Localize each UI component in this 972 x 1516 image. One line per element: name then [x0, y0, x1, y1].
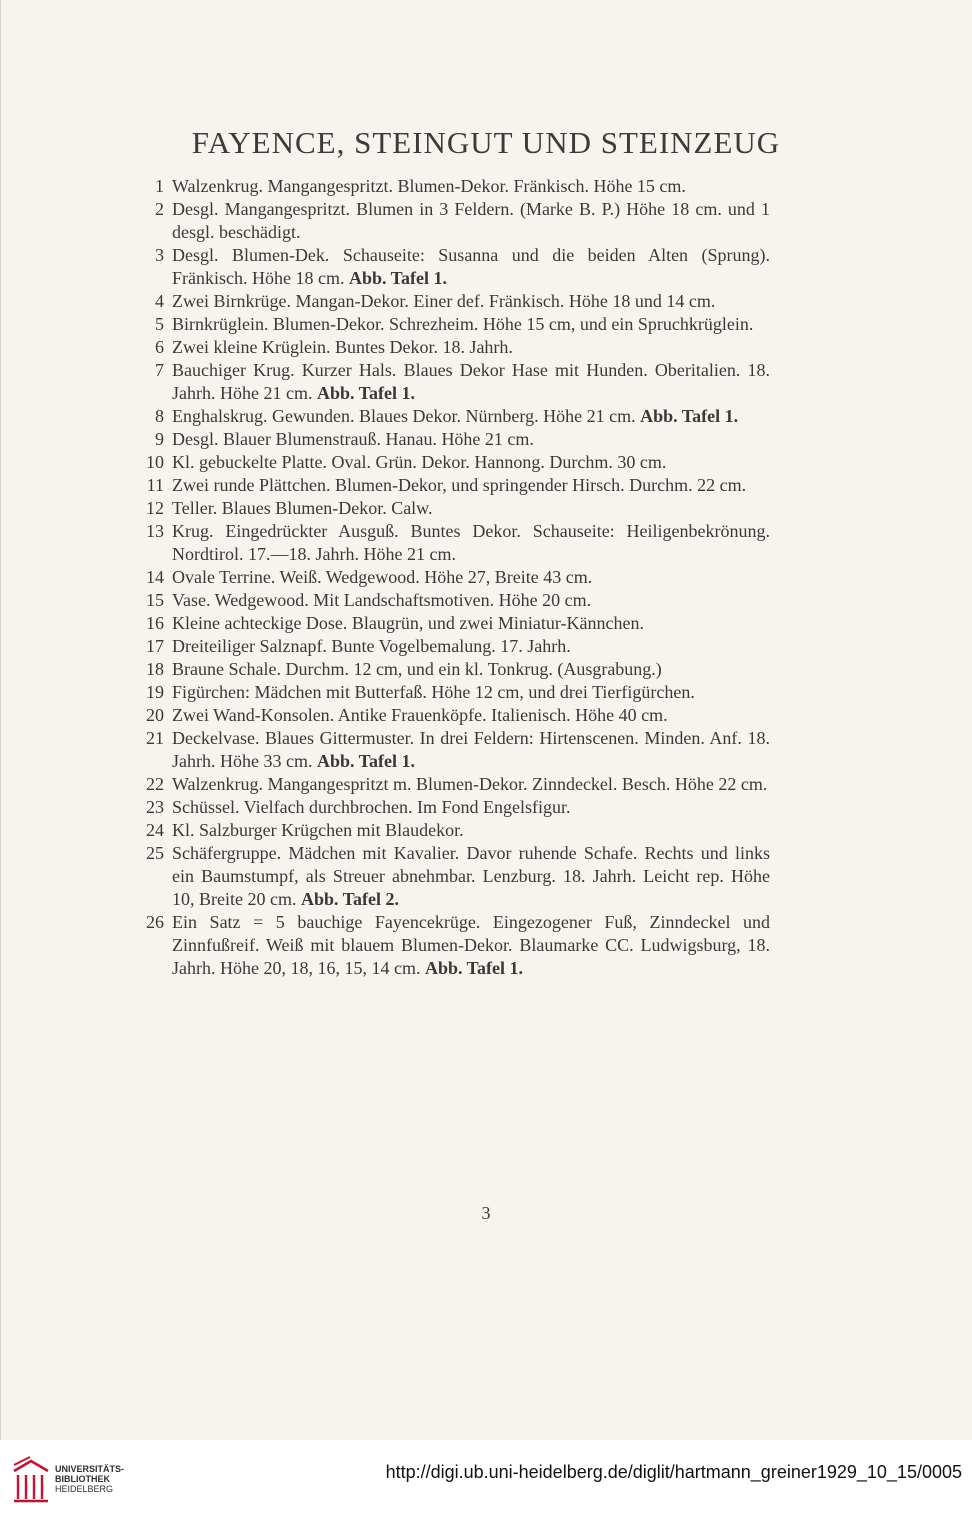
catalog-entry: [130, 175, 770, 198]
entry-number: 15: [146, 590, 164, 610]
catalog-entry: [130, 842, 770, 911]
catalog-entry: [130, 244, 770, 290]
figure-reference: Abb. Tafel 1.: [316, 751, 416, 771]
source-url-link[interactable]: http://digi.ub.uni-heidelberg.de/diglit/hartmann_greiner1929_10_15/0005: [385, 1462, 962, 1482]
entry-text: Walzenkrug. Mangangespritzt m. Blumen-Dekor. Zinndeckel. Besch. Höhe 22 cm.: [172, 774, 768, 794]
entry-number: 13: [146, 521, 164, 541]
entry-number: 26: [146, 912, 164, 932]
entry-number: 21: [146, 728, 164, 748]
entry-text: Kl. gebuckelte Platte. Oval. Grün. Dekor. Hannong. Durchm. 30 cm.: [172, 452, 667, 472]
entry-number: 12: [146, 498, 164, 518]
figure-reference: Abb. Tafel 2.: [300, 889, 400, 909]
catalog-entry: [130, 405, 770, 428]
entry-number: 16: [146, 613, 164, 633]
catalog-entry: [130, 727, 770, 773]
entry-number: 24: [146, 820, 164, 840]
entry-text: Walzenkrug. Mangangespritzt. Blumen-Dekor. Fränkisch. Höhe 15 cm.: [172, 176, 686, 196]
entry-number: 10: [146, 452, 164, 472]
figure-reference: Abb. Tafel 1.: [316, 383, 416, 403]
library-name: [55, 1464, 124, 1494]
catalog-entry: [130, 451, 770, 474]
entry-text: Figürchen: Mädchen mit Butterfaß. Höhe 12 cm, und drei Tierfigürchen.: [172, 682, 695, 702]
entry-text: Zwei kleine Krüglein. Buntes Dekor. 18. Jahrh.: [172, 337, 513, 357]
entry-number: 25: [146, 843, 164, 863]
entry-text: Kleine achteckige Dose. Blaugrün, und zwei Miniatur-Kännchen.: [172, 613, 644, 633]
library-name-line-1: UNIVERSITÄTS-: [55, 1464, 125, 1474]
entry-text: Ein Satz = 5 bauchige Fayencekrüge. Eingezogener Fuß, Zinndeckel und Zinnfußreif. Weiß mit blauem Blumen-Dekor. Blaumarke CC. Ludwigsburg, 18. Jahrh. Höhe 20, 18, 16, 15, 14 cm.: [172, 912, 770, 978]
catalog-entry: [130, 819, 770, 842]
entry-text: Zwei Birnkrüge. Mangan-Dekor. Einer def. Fränkisch. Höhe 18 und 14 cm.: [172, 291, 716, 311]
entry-text: Schäfergruppe. Mädchen mit Kavalier. Davor ruhende Schafe. Rechts und links ein Baumstumpf, als Streuer abnehmbar. Lenzburg. 18. Jahrh. Leicht rep. Höhe 10, Breite 20 cm.: [172, 843, 770, 909]
catalog-entry-list: [130, 175, 770, 980]
entry-number: 4: [155, 291, 164, 311]
catalog-entry: [130, 428, 770, 451]
catalog-entry: [130, 313, 770, 336]
catalog-entry: [130, 635, 770, 658]
figure-reference: Abb. Tafel 1.: [424, 958, 524, 978]
entry-number: 2: [155, 199, 164, 219]
entry-number: 9: [155, 429, 164, 449]
entry-text: Desgl. Mangangespritzt. Blumen in 3 Feldern. (Marke B. P.) Höhe 18 cm. und 1 desgl. beschädigt.: [172, 199, 770, 242]
catalog-entry: [130, 589, 770, 612]
entry-text: Krug. Eingedrückter Ausguß. Buntes Dekor. Schauseite: Heiligenbekrönung. Nordtirol. 17.—18. Jahrh. Höhe 21 cm.: [172, 521, 770, 564]
entry-number: 14: [146, 567, 164, 587]
entry-text: Dreiteiliger Salznapf. Bunte Vogelbemalung. 17. Jahrh.: [172, 636, 571, 656]
library-name-line-3: HEIDELBERG: [55, 1484, 114, 1494]
catalog-entry: [130, 290, 770, 313]
entry-text: Zwei runde Plättchen. Blumen-Dekor, und springender Hirsch. Durchm. 22 cm.: [172, 475, 747, 495]
catalog-entry: [130, 474, 770, 497]
entry-number: 6: [155, 337, 164, 357]
footer-bar: [0, 1440, 972, 1516]
entry-number: 18: [146, 659, 164, 679]
entry-text: Teller. Blaues Blumen-Dekor. Calw.: [172, 498, 433, 518]
entry-number: 11: [146, 475, 164, 495]
library-name-line-2: BIBLIOTHEK: [55, 1474, 110, 1484]
entry-text: Schüssel. Vielfach durchbrochen. Im Fond Engelsfigur.: [172, 797, 571, 817]
entry-number: 23: [146, 797, 164, 817]
entry-number: 8: [155, 406, 164, 426]
entry-text: Desgl. Blumen-Dek. Schauseite: Susanna und die beiden Alten (Sprung). Fränkisch. Höhe 18 cm.: [172, 245, 770, 288]
entry-text: Bauchiger Krug. Kurzer Hals. Blaues Dekor Hase mit Hunden. Oberitalien. 18. Jahrh. Höhe 21 cm.: [172, 360, 770, 403]
entry-text: Ovale Terrine. Weiß. Wedgewood. Höhe 27, Breite 43 cm.: [172, 567, 593, 587]
catalog-entry: [130, 911, 770, 980]
entry-number: 3: [155, 245, 164, 265]
library-logo-icon: [10, 1455, 52, 1505]
catalog-entry: [130, 198, 770, 244]
entry-number: 5: [155, 314, 164, 334]
catalog-entry: [130, 520, 770, 566]
entry-text: Enghalskrug. Gewunden. Blaues Dekor. Nürnberg. Höhe 21 cm.: [172, 406, 636, 426]
entry-text: Kl. Salzburger Krügchen mit Blaudekor.: [172, 820, 464, 840]
entry-text: Birnkrüglein. Blumen-Dekor. Schrezheim. Höhe 15 cm, und ein Spruchkrüglein.: [172, 314, 754, 334]
entry-text: Braune Schale. Durchm. 12 cm, und ein kl. Tonkrug. (Ausgrabung.): [172, 659, 662, 679]
entry-number: 20: [146, 705, 164, 725]
catalog-entry: [130, 658, 770, 681]
page-title: FAYENCE, STEINGUT UND STEINZEUG: [191, 125, 781, 160]
catalog-entry: [130, 773, 770, 796]
figure-reference: Abb. Tafel 1.: [348, 268, 448, 288]
entry-number: 17: [146, 636, 164, 656]
catalog-entry: [130, 796, 770, 819]
catalog-entry: [130, 704, 770, 727]
catalog-entry: [130, 566, 770, 589]
entry-number: 1: [155, 176, 164, 196]
catalog-entry: [130, 336, 770, 359]
page-edge: [0, 0, 1, 1440]
figure-reference: Abb. Tafel 1.: [640, 406, 739, 426]
entry-text: Deckelvase. Blaues Gittermuster. In drei Feldern: Hirtenscenen. Minden. Anf. 18. Jahrh. Höhe 33 cm.: [172, 728, 770, 771]
catalog-entry: [130, 359, 770, 405]
entry-number: 19: [146, 682, 164, 702]
page-number: 3: [481, 1203, 491, 1223]
entry-number: 22: [146, 774, 164, 794]
catalog-entry: [130, 612, 770, 635]
entry-number: 7: [155, 360, 164, 380]
entry-text: Vase. Wedgewood. Mit Landschaftsmotiven. Höhe 20 cm.: [172, 590, 592, 610]
entry-text: Zwei Wand-Konsolen. Antike Frauenköpfe. Italienisch. Höhe 40 cm.: [172, 705, 668, 725]
entry-text: Desgl. Blauer Blumenstrauß. Hanau. Höhe 21 cm.: [172, 429, 534, 449]
catalog-entry: [130, 497, 770, 520]
catalog-entry: [130, 681, 770, 704]
